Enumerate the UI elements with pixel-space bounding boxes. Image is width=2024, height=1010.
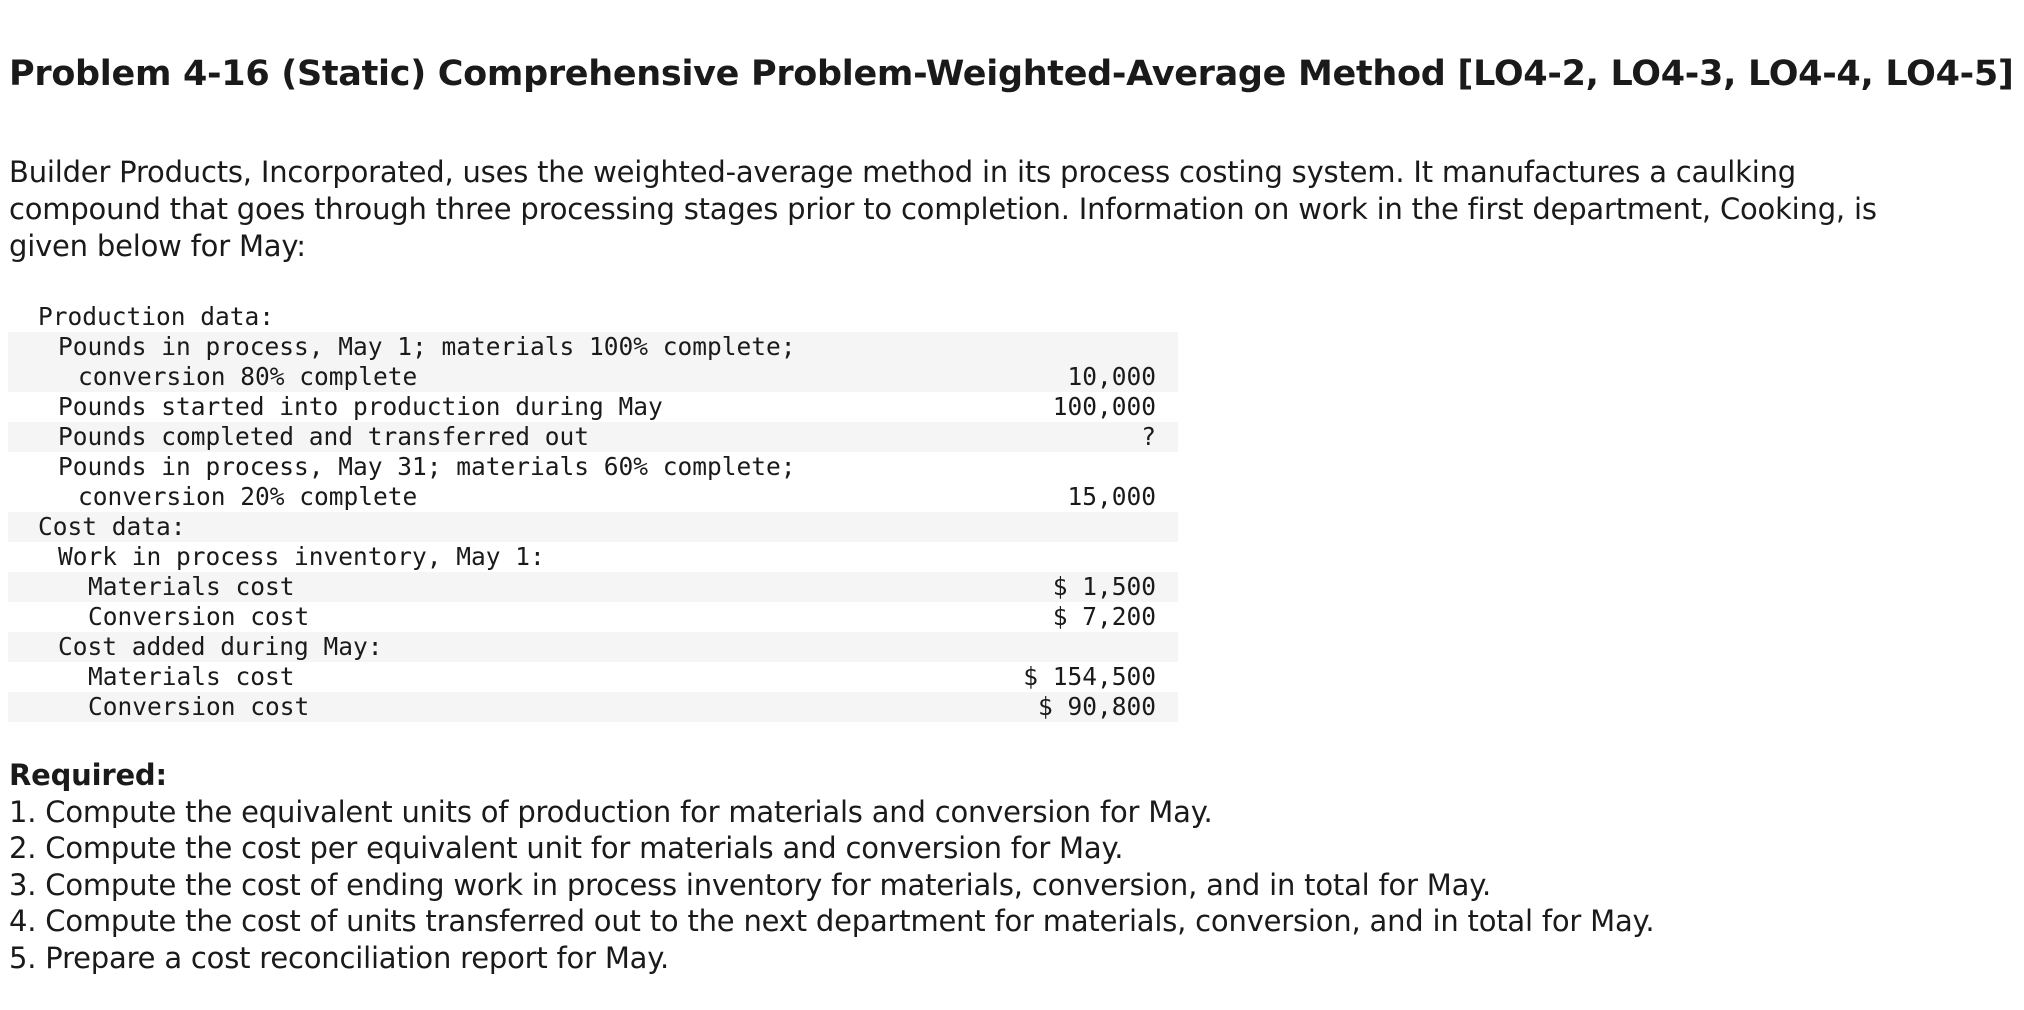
row-value: [856, 542, 1178, 572]
row-label-conversion-80: conversion 80% complete: [8, 362, 856, 392]
row-value: [856, 302, 1178, 332]
problem-title: Problem 4-16 (Static) Comprehensive Problem-Weighted-Average Method [LO4-2, LO4-3, LO4-4, LO4-5]: [9, 54, 2014, 94]
row-value-pounds-completed: ?: [856, 422, 1178, 452]
table-row: [8, 362, 1178, 392]
table-row: [8, 662, 1178, 692]
required-item: 5. Prepare a cost reconciliation report for May.: [9, 940, 670, 975]
row-label-pounds-completed: Pounds completed and transferred out: [8, 422, 856, 452]
row-value: [856, 632, 1178, 662]
row-label-conversion-cost: Conversion cost: [88, 602, 310, 631]
required-heading: Required:: [9, 758, 167, 792]
problem-intro: Builder Products, Incorporated, uses the weighted-average method in its process costing system. It manufactures a caulking compound that goes through three processing stages prior to completion. Information on work in the first department, Cooking, is given below for May:: [9, 155, 1877, 263]
row-value: [856, 452, 1178, 482]
table-row: [8, 542, 1178, 572]
row-label-materials-cost: Materials cost: [8, 572, 856, 602]
table-row: [8, 572, 1178, 602]
table-row: [8, 302, 1178, 332]
table-row: [8, 482, 1178, 512]
row-label-wip-may-1: Work in process inventory, May 1:: [58, 542, 545, 571]
problem-data-table: [8, 302, 1178, 722]
table-row: [8, 332, 1178, 362]
row-label-pounds-in-process-may-31: Pounds in process, May 31; materials 60% complete;: [58, 452, 796, 481]
row-value-beginning-materials-cost: $ 1,500: [856, 572, 1178, 602]
row-value: [856, 512, 1178, 542]
row-label-materials-cost: Materials cost: [88, 662, 295, 691]
table-row: [8, 632, 1178, 662]
row-label-production-data: Production data:: [38, 302, 275, 331]
required-item: 4. Compute the cost of units transferred out to the next department for materials, conversion, and in total for May.: [9, 904, 1655, 938]
row-value-beginning-pounds: 10,000: [856, 362, 1178, 392]
row-value-added-conversion-cost: $ 90,800: [856, 692, 1178, 722]
required-item: 3. Compute the cost of ending work in process inventory for materials, conversion, and in total for May.: [9, 867, 1492, 902]
required-item: 1. Compute the equivalent units of production for materials and conversion for May.: [9, 794, 1213, 829]
row-value-beginning-conversion-cost: $ 7,200: [1052, 602, 1156, 631]
table-row: [8, 692, 1178, 722]
table-row: [8, 602, 1178, 632]
row-value-pounds-started: 100,000: [1052, 392, 1156, 421]
row-label-pounds-started: Pounds started into production during May: [58, 392, 663, 421]
required-section: [9, 757, 1654, 976]
table-row: [8, 452, 1178, 482]
row-label-conversion-cost: Conversion cost: [8, 692, 856, 722]
row-value-ending-pounds: 15,000: [1067, 482, 1156, 511]
required-item: 2. Compute the cost per equivalent unit for materials and conversion for May.: [9, 831, 1124, 865]
row-label-cost-data: Cost data:: [8, 512, 856, 542]
row-value-added-materials-cost: $ 154,500: [1023, 662, 1156, 691]
table-row: [8, 392, 1178, 422]
row-label-pounds-in-process-may-1: Pounds in process, May 1; materials 100% complete;: [8, 332, 856, 362]
table-row: [8, 512, 1178, 542]
row-label-conversion-20: conversion 20% complete: [78, 482, 418, 511]
row-value: [856, 332, 1178, 362]
required-list: [9, 794, 1654, 977]
row-label-cost-added-may: Cost added during May:: [8, 632, 856, 662]
table-row: [8, 422, 1178, 452]
